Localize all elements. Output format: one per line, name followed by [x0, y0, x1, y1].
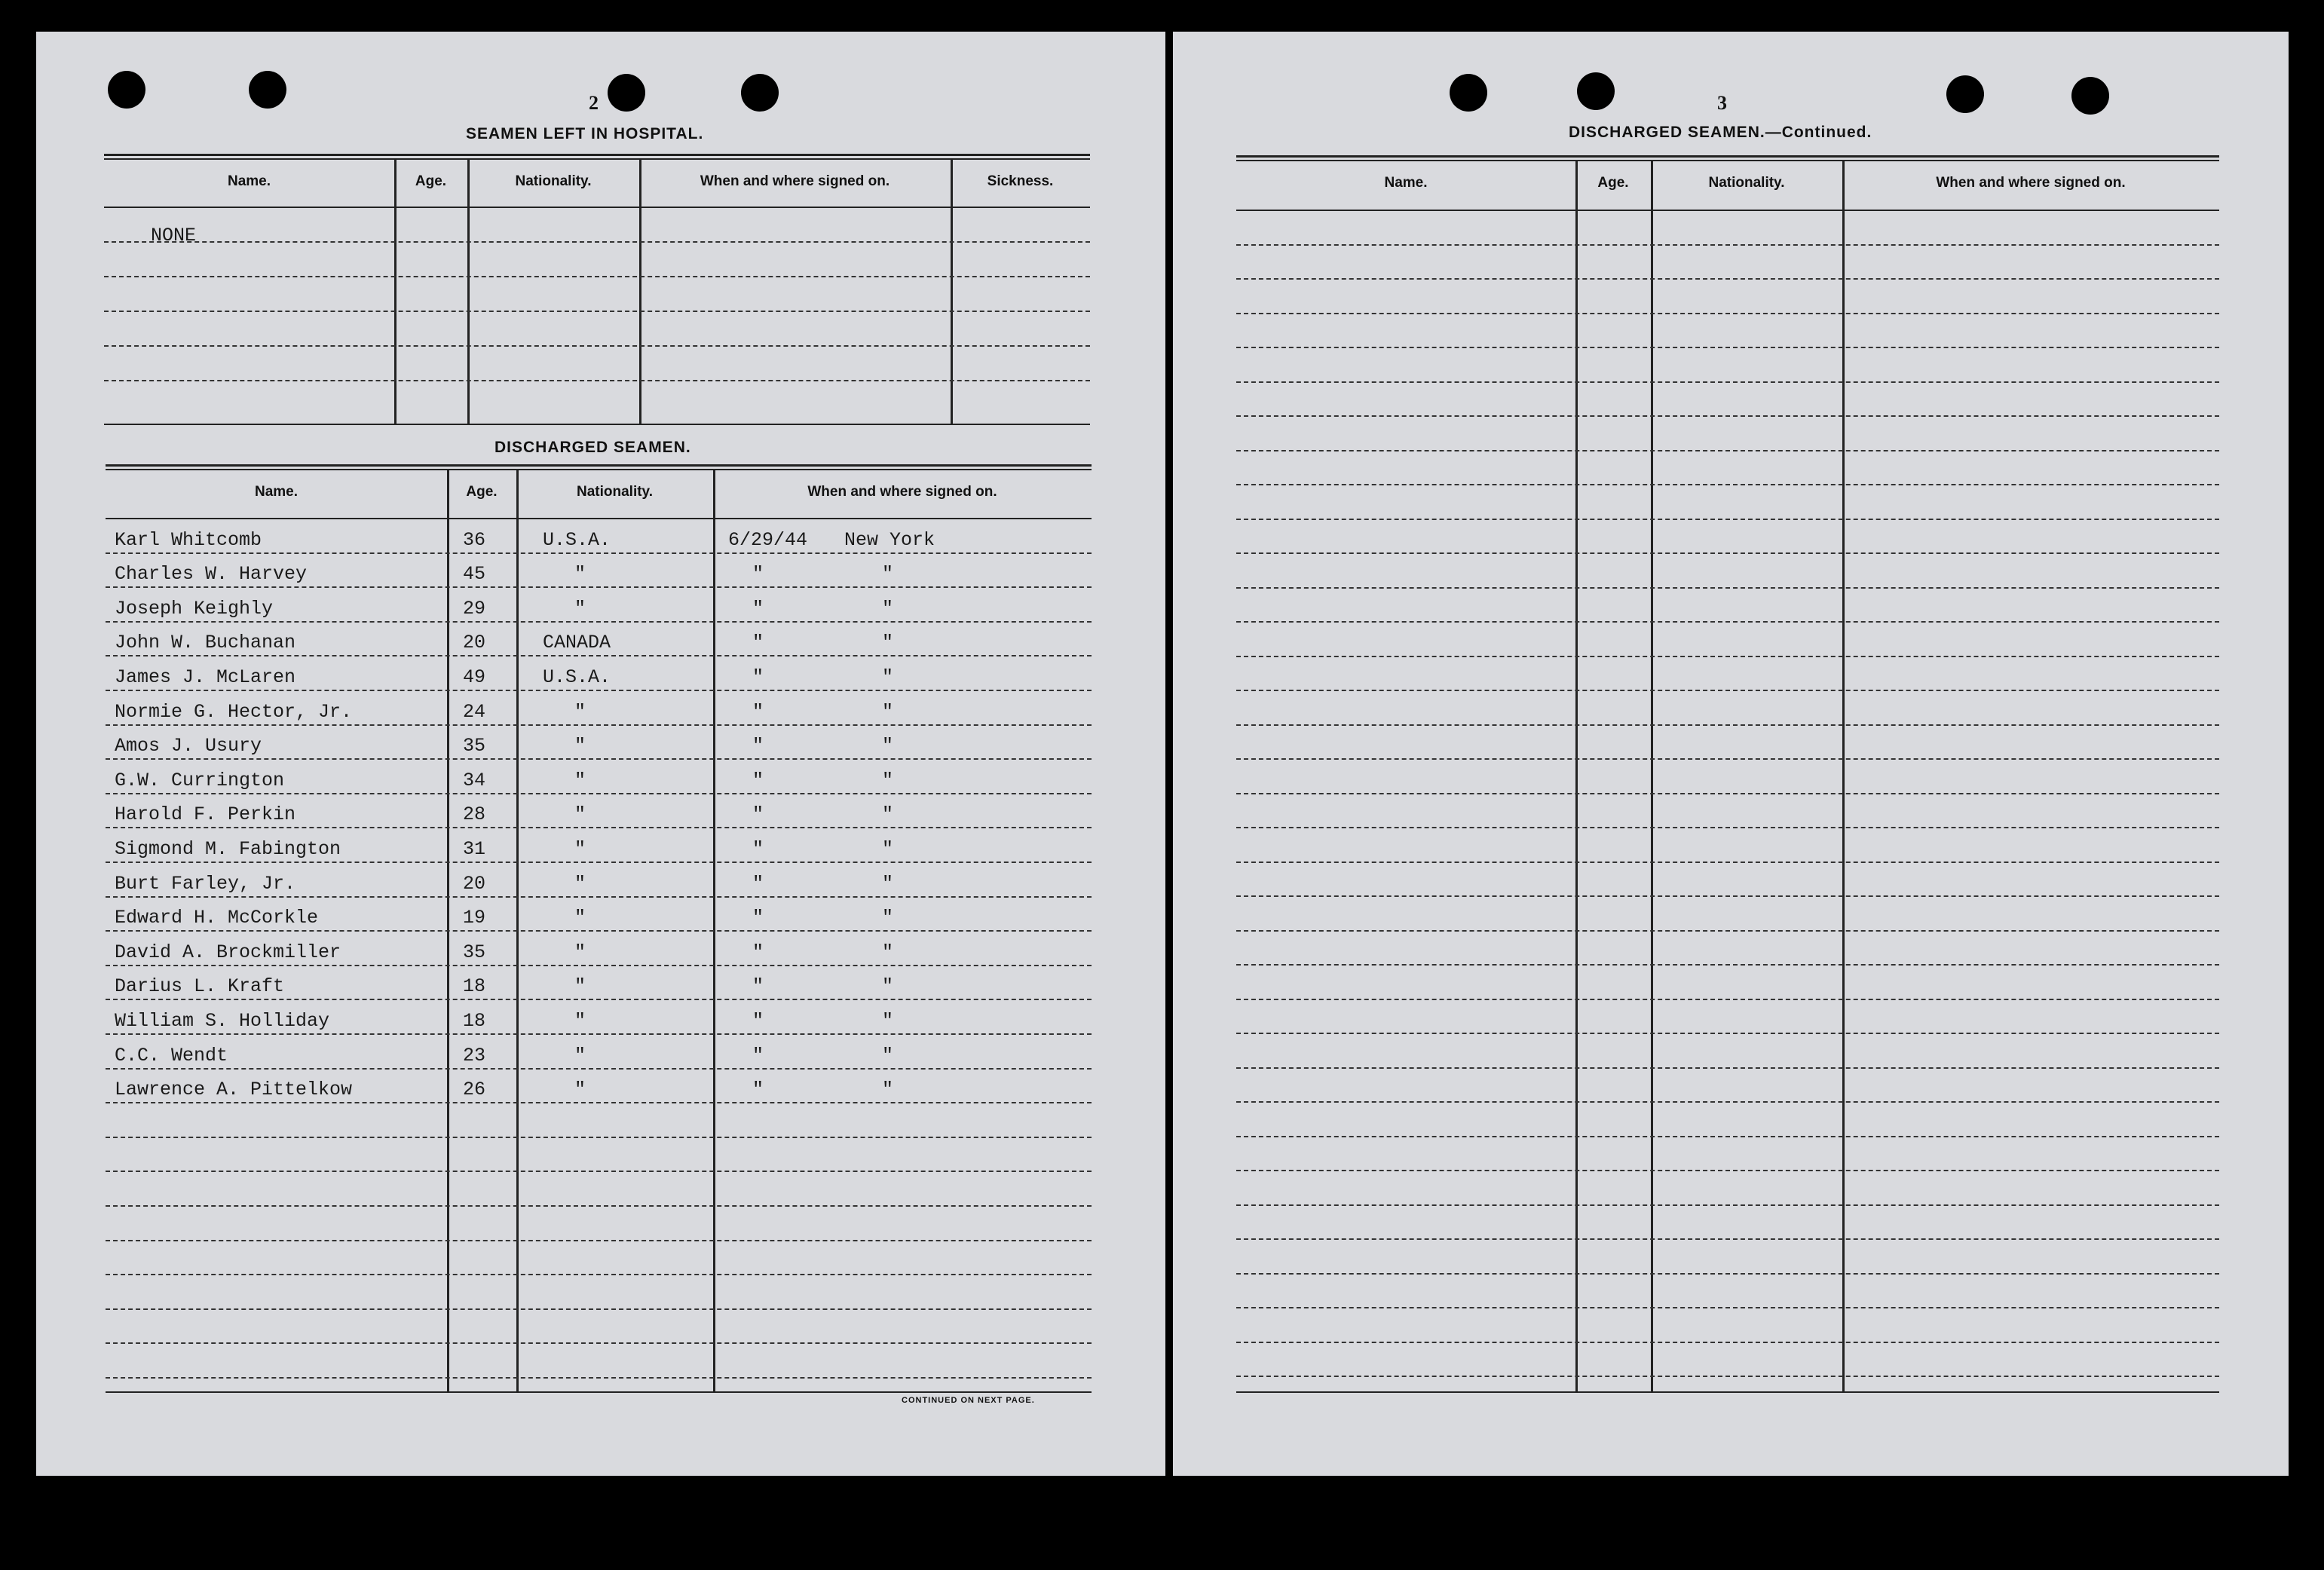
entry-line — [106, 793, 1092, 794]
seaman-name: Joseph Keighly — [115, 598, 274, 620]
header-rule — [104, 207, 1090, 208]
entry-line — [1236, 724, 2219, 726]
seaman-name: Amos J. Usury — [115, 735, 262, 757]
punch-hole — [1577, 72, 1615, 110]
column-header: When and where signed on. — [1936, 175, 2126, 191]
seaman-nationality: " — [574, 563, 586, 585]
signed-on-date: " — [752, 1045, 764, 1067]
column-header: Sickness. — [987, 173, 1054, 189]
signed-on-date: " — [752, 1079, 764, 1100]
right-page — [1173, 32, 2289, 1476]
rule — [104, 424, 1090, 425]
column-header: When and where signed on. — [700, 173, 890, 189]
seaman-age: 28 — [463, 803, 486, 825]
column-divider — [1575, 160, 1578, 1391]
seaman-age: 35 — [463, 735, 486, 757]
punch-hole — [2071, 77, 2109, 115]
entry-line — [1236, 450, 2219, 451]
entry-line — [106, 1033, 1092, 1035]
signed-on-place: " — [882, 666, 894, 688]
seaman-name: Normie G. Hector, Jr. — [115, 701, 353, 723]
seaman-name: Charles W. Harvey — [115, 563, 308, 585]
seaman-name: G.W. Currington — [115, 770, 285, 791]
entry-line — [106, 862, 1092, 863]
seaman-name: Lawrence A. Pittelkow — [115, 1079, 353, 1100]
rule — [104, 158, 1090, 160]
rule — [106, 469, 1092, 470]
entry-line — [106, 655, 1092, 656]
entry-line — [1236, 999, 2219, 1000]
page-number: 2 — [589, 92, 599, 114]
seaman-age: 31 — [463, 838, 486, 860]
seaman-nationality: " — [574, 1045, 586, 1067]
continued-section-title: DISCHARGED SEAMEN.—Continued. — [1569, 124, 1872, 141]
seaman-age: 35 — [463, 941, 486, 963]
rule — [106, 464, 1092, 467]
seaman-nationality: " — [574, 873, 586, 895]
entry-line — [106, 621, 1092, 623]
entry-line — [104, 345, 1090, 347]
entry-line — [1236, 587, 2219, 589]
entry-line — [1236, 347, 2219, 348]
entry-line — [1236, 313, 2219, 314]
entry-line — [1236, 1342, 2219, 1343]
column-header: When and where signed on. — [807, 484, 997, 500]
column-divider — [1842, 160, 1845, 1391]
page-number: 3 — [1717, 92, 1727, 114]
rule — [104, 154, 1090, 156]
seaman-nationality: U.S.A. — [543, 666, 611, 688]
entry-line — [104, 380, 1090, 381]
signed-on-date: " — [752, 873, 764, 895]
entry-line — [106, 930, 1092, 932]
signed-on-place: " — [882, 735, 894, 757]
signed-on-date: " — [752, 563, 764, 585]
seaman-age: 19 — [463, 907, 486, 929]
column-divider — [1651, 160, 1653, 1391]
entry-line — [1236, 415, 2219, 417]
signed-on-place: " — [882, 873, 894, 895]
seaman-nationality: " — [574, 701, 586, 723]
hospital-entry: NONE — [151, 225, 197, 246]
seaman-nationality: " — [574, 1079, 586, 1100]
continued-footer: CONTINUED ON NEXT PAGE. — [902, 1396, 1035, 1405]
entry-line — [106, 1137, 1092, 1138]
signed-on-date: 6/29/44 — [728, 529, 808, 551]
punch-hole — [108, 71, 145, 109]
seaman-nationality: " — [574, 838, 586, 860]
seaman-nationality: " — [574, 803, 586, 825]
column-header: Age. — [1597, 175, 1629, 191]
entry-line — [104, 241, 1090, 243]
punch-hole — [741, 74, 779, 112]
entry-line — [106, 1068, 1092, 1070]
signed-on-date: " — [752, 770, 764, 791]
seaman-nationality: CANADA — [543, 632, 611, 653]
seaman-name: Harold F. Perkin — [115, 803, 296, 825]
column-divider — [639, 158, 641, 424]
seaman-nationality: " — [574, 770, 586, 791]
left-page — [36, 32, 1165, 1476]
entry-line — [1236, 381, 2219, 383]
entry-line — [1236, 519, 2219, 520]
header-rule — [106, 518, 1092, 519]
hospital-section-title: SEAMEN LEFT IN HOSPITAL. — [466, 125, 704, 142]
seaman-nationality: " — [574, 1010, 586, 1032]
seaman-age: 26 — [463, 1079, 486, 1100]
entry-line — [1236, 484, 2219, 485]
seaman-age: 18 — [463, 975, 486, 997]
signed-on-date: " — [752, 941, 764, 963]
entry-line — [104, 311, 1090, 312]
signed-on-date: " — [752, 735, 764, 757]
entry-line — [106, 1308, 1092, 1310]
entry-line — [1236, 1170, 2219, 1171]
signed-on-place: " — [882, 803, 894, 825]
signed-on-date: " — [752, 632, 764, 653]
punch-hole — [608, 74, 645, 112]
signed-on-place: " — [882, 1010, 894, 1032]
entry-line — [106, 1240, 1092, 1241]
rule — [1236, 1391, 2219, 1393]
seaman-age: 45 — [463, 563, 486, 585]
signed-on-date: " — [752, 701, 764, 723]
seaman-age: 36 — [463, 529, 486, 551]
entry-line — [1236, 244, 2219, 246]
signed-on-place: " — [882, 975, 894, 997]
seaman-age: 24 — [463, 701, 486, 723]
seaman-age: 49 — [463, 666, 486, 688]
punch-hole — [1946, 75, 1984, 113]
column-header: Nationality. — [515, 173, 592, 189]
entry-line — [104, 276, 1090, 277]
entry-line — [106, 1102, 1092, 1103]
entry-line — [1236, 1238, 2219, 1240]
entry-line — [1236, 1376, 2219, 1377]
signed-on-place: " — [882, 1079, 894, 1100]
signed-on-place: " — [882, 701, 894, 723]
signed-on-place: " — [882, 563, 894, 585]
seaman-nationality: " — [574, 735, 586, 757]
seaman-nationality: U.S.A. — [543, 529, 611, 551]
entry-line — [1236, 895, 2219, 897]
rule — [1236, 155, 2219, 158]
column-divider — [467, 158, 470, 424]
column-header: Age. — [466, 484, 498, 500]
seaman-age: 34 — [463, 770, 486, 791]
column-header: Age. — [415, 173, 447, 189]
entry-line — [106, 896, 1092, 898]
column-header: Name. — [1384, 175, 1428, 191]
signed-on-date: " — [752, 975, 764, 997]
entry-line — [1236, 690, 2219, 691]
entry-line — [1236, 1307, 2219, 1308]
signed-on-place: " — [882, 1045, 894, 1067]
signed-on-date: " — [752, 907, 764, 929]
entry-line — [1236, 552, 2219, 554]
seaman-age: 23 — [463, 1045, 486, 1067]
seaman-name: David A. Brockmiller — [115, 941, 341, 963]
entry-line — [106, 724, 1092, 726]
signed-on-place: " — [882, 907, 894, 929]
entry-line — [106, 965, 1092, 966]
signed-on-date: " — [752, 803, 764, 825]
seaman-nationality: " — [574, 598, 586, 620]
seaman-name: Karl Whitcomb — [115, 529, 262, 551]
signed-on-place: " — [882, 838, 894, 860]
entry-line — [1236, 278, 2219, 280]
rule — [1236, 160, 2219, 161]
seaman-name: Edward H. McCorkle — [115, 907, 319, 929]
entry-line — [106, 586, 1092, 588]
entry-line — [106, 552, 1092, 554]
seaman-name: John W. Buchanan — [115, 632, 296, 653]
seaman-nationality: " — [574, 941, 586, 963]
signed-on-date: " — [752, 598, 764, 620]
signed-on-place: " — [882, 598, 894, 620]
signed-on-date: " — [752, 1010, 764, 1032]
entry-line — [1236, 930, 2219, 932]
seaman-age: 20 — [463, 873, 486, 895]
seaman-name: James J. McLaren — [115, 666, 296, 688]
entry-line — [1236, 1136, 2219, 1137]
entry-line — [106, 758, 1092, 760]
seaman-nationality: " — [574, 975, 586, 997]
seaman-nationality: " — [574, 907, 586, 929]
entry-line — [1236, 1273, 2219, 1275]
punch-hole — [249, 71, 286, 109]
seaman-name: Darius L. Kraft — [115, 975, 285, 997]
signed-on-place: " — [882, 941, 894, 963]
entry-line — [1236, 656, 2219, 657]
column-divider — [951, 158, 953, 424]
signed-on-place: " — [882, 632, 894, 653]
entry-line — [106, 1205, 1092, 1207]
entry-line — [106, 690, 1092, 691]
seaman-age: 20 — [463, 632, 486, 653]
entry-line — [1236, 827, 2219, 828]
punch-hole — [1450, 74, 1487, 112]
seaman-name: William S. Holliday — [115, 1010, 330, 1032]
entry-line — [1236, 1204, 2219, 1206]
discharged-section-title: DISCHARGED SEAMEN. — [495, 439, 691, 456]
entry-line — [1236, 862, 2219, 863]
column-header: Name. — [254, 484, 299, 500]
seaman-name: C.C. Wendt — [115, 1045, 228, 1067]
entry-line — [106, 1274, 1092, 1275]
signed-on-date: " — [752, 666, 764, 688]
signed-on-date: " — [752, 838, 764, 860]
column-divider — [394, 158, 397, 424]
entry-line — [106, 1171, 1092, 1172]
entry-line — [1236, 964, 2219, 966]
signed-on-place: " — [882, 770, 894, 791]
seaman-name: Sigmond M. Fabington — [115, 838, 341, 860]
rule — [106, 1391, 1092, 1393]
seaman-age: 29 — [463, 598, 486, 620]
entry-line — [1236, 793, 2219, 794]
entry-line — [1236, 1033, 2219, 1034]
header-rule — [1236, 210, 2219, 211]
column-header: Nationality. — [1708, 175, 1785, 191]
seaman-age: 18 — [463, 1010, 486, 1032]
column-header: Nationality. — [577, 484, 653, 500]
entry-line — [106, 1342, 1092, 1344]
entry-line — [106, 999, 1092, 1000]
entry-line — [1236, 758, 2219, 760]
entry-line — [1236, 1067, 2219, 1069]
entry-line — [1236, 621, 2219, 623]
seaman-name: Burt Farley, Jr. — [115, 873, 296, 895]
column-header: Name. — [227, 173, 271, 189]
entry-line — [106, 827, 1092, 828]
entry-line — [106, 1377, 1092, 1379]
signed-on-place: New York — [844, 529, 935, 551]
entry-line — [1236, 1101, 2219, 1103]
